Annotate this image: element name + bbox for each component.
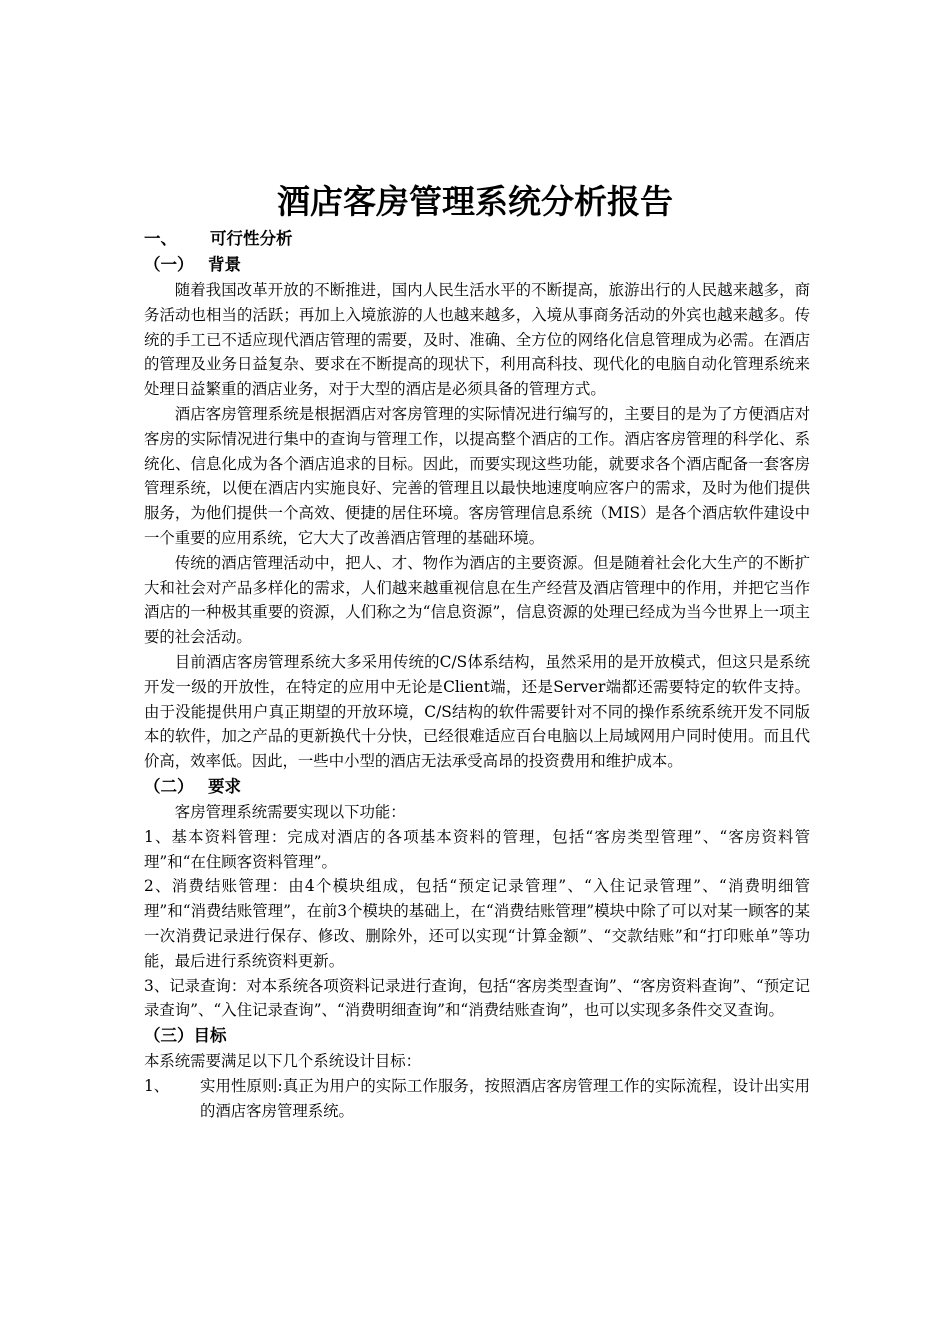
subsection-number: （三） xyxy=(144,1026,194,1046)
goals-intro: 本系统需要满足以下几个系统设计目标： xyxy=(144,1052,422,1071)
requirement-item-1: 1、基本资料管理：完成对酒店的各项基本资料的管理，包括“客房类型管理”、“客房资料管理”和“在住顾客资料管理”。 xyxy=(144,827,810,871)
section-heading-feasibility xyxy=(144,226,810,252)
background-paragraph-1: 随着我国改革开放的不断推进，国内人民生活水平的不断提高，旅游出行的人民越来越多，商务活动也相当的活跃；再加上入境旅游的人也越来越多，入境从事商务活动的外宾也越来越多。传统的手工已不适应现代酒店管理的需要，及时、准确、全方位的网络化信息管理成为必需。在酒店的管理及业务日益复杂、要求在不断提高的现状下，利用高科技、现代化的电脑自动化管理系统来处理日益繁重的酒店业务，对于大型的酒店是必须具备的管理方式。 xyxy=(144,281,810,399)
goal-item-text: 实用性原则:真正为用户的实际工作服务，按照酒店客房管理工作的实际流程，设计出实用的酒店客房管理系统。 xyxy=(200,1076,810,1120)
goal-item-1 xyxy=(144,1074,810,1124)
subsection-title: 背景 xyxy=(208,255,241,274)
section-title: 可行性分析 xyxy=(210,229,293,248)
requirement-item-3: 3、记录查询：对本系统各项资料记录进行查询，包括“客房类型查询”、“客房资料查询”、“预定记录查询”、“入住记录查询”、“消费明细查询”和“消费结账查询”，也可以实现多条件交叉查询。 xyxy=(144,976,810,1020)
subsection-title: 要求 xyxy=(208,776,241,796)
background-paragraph-2: 酒店客房管理系统是根据酒店对客房管理的实际情况进行编写的，主要目的是为了方便酒店对客房的实际情况进行集中的查询与管理工作，以提高整个酒店的工作。酒店客房管理的科学化、系统化、信息化成为各个酒店追求的目标。因此，而要实现这些功能，就要求各个酒店配备一套客房管理系统，以便在酒店内实施良好、完善的管理且以最快地速度响应客户的需求，及时为他们提供服务，为他们提供一个高效、便捷的居住环境。客房管理信息系统（MIS）是各个酒店软件建设中一个重要的应用系统，它大大了改善酒店管理的基础环境。 xyxy=(144,404,810,547)
subsection-heading-background xyxy=(144,252,810,278)
subsection-number: （二） xyxy=(144,776,194,796)
requirements-intro: 客房管理系统需要实现以下功能： xyxy=(174,802,406,821)
document-body xyxy=(144,226,810,1124)
section-number: 一、 xyxy=(144,229,177,248)
background-paragraph-3: 传统的酒店管理活动中，把人、才、物作为酒店的主要资源。但是随着社会化大生产的不断扩大和社会对产品多样化的需求，人们越来越重视信息在生产经营及酒店管理中的作用，并把它当作酒店的一种极其重要的资源，人们称之为“信息资源”，信息资源的处理已经成为当今世界上一项主要的社会活动。 xyxy=(144,553,810,647)
subsection-heading-requirements xyxy=(144,774,810,800)
background-paragraph-4: 目前酒店客房管理系统大多采用传统的C/S体系结构，虽然采用的是开放模式，但这只是系统开发一级的开放性，在特定的应用中无论是Client端，还是Server端都还需要特定的软件支持。由于没能提供用户真正期望的开放环境，C/S结构的软件需要针对不同的操作系统系统开发不同版本的软件，加之产品的更新换代十分快，已经很难适应百台电脑以上局域网用户同时使用。而且代价高，效率低。因此，一些中小型的酒店无法承受高昂的投资费用和维护成本。 xyxy=(144,652,810,771)
subsection-title: 目标 xyxy=(193,1026,227,1046)
requirement-item-2: 2、消费结账管理：由4个模块组成，包括“预定记录管理”、“入住记录管理”、“消费明细管理”和“消费结账管理”，在前3个模块的基础上，在“消费结账管理”模块中除了可以对某一顾客的某一次消费记录进行保存、修改、删除外，还可以实现“计算金额”、“交款结账”和“打印账单”等功能，最后进行系统资料更新。 xyxy=(144,877,810,970)
goal-item-number: 1、 xyxy=(144,1076,170,1095)
subsection-number: （一） xyxy=(144,255,194,274)
subsection-heading-goals xyxy=(144,1023,810,1049)
document-title: 酒店客房管理系统分析报告 xyxy=(277,182,673,221)
